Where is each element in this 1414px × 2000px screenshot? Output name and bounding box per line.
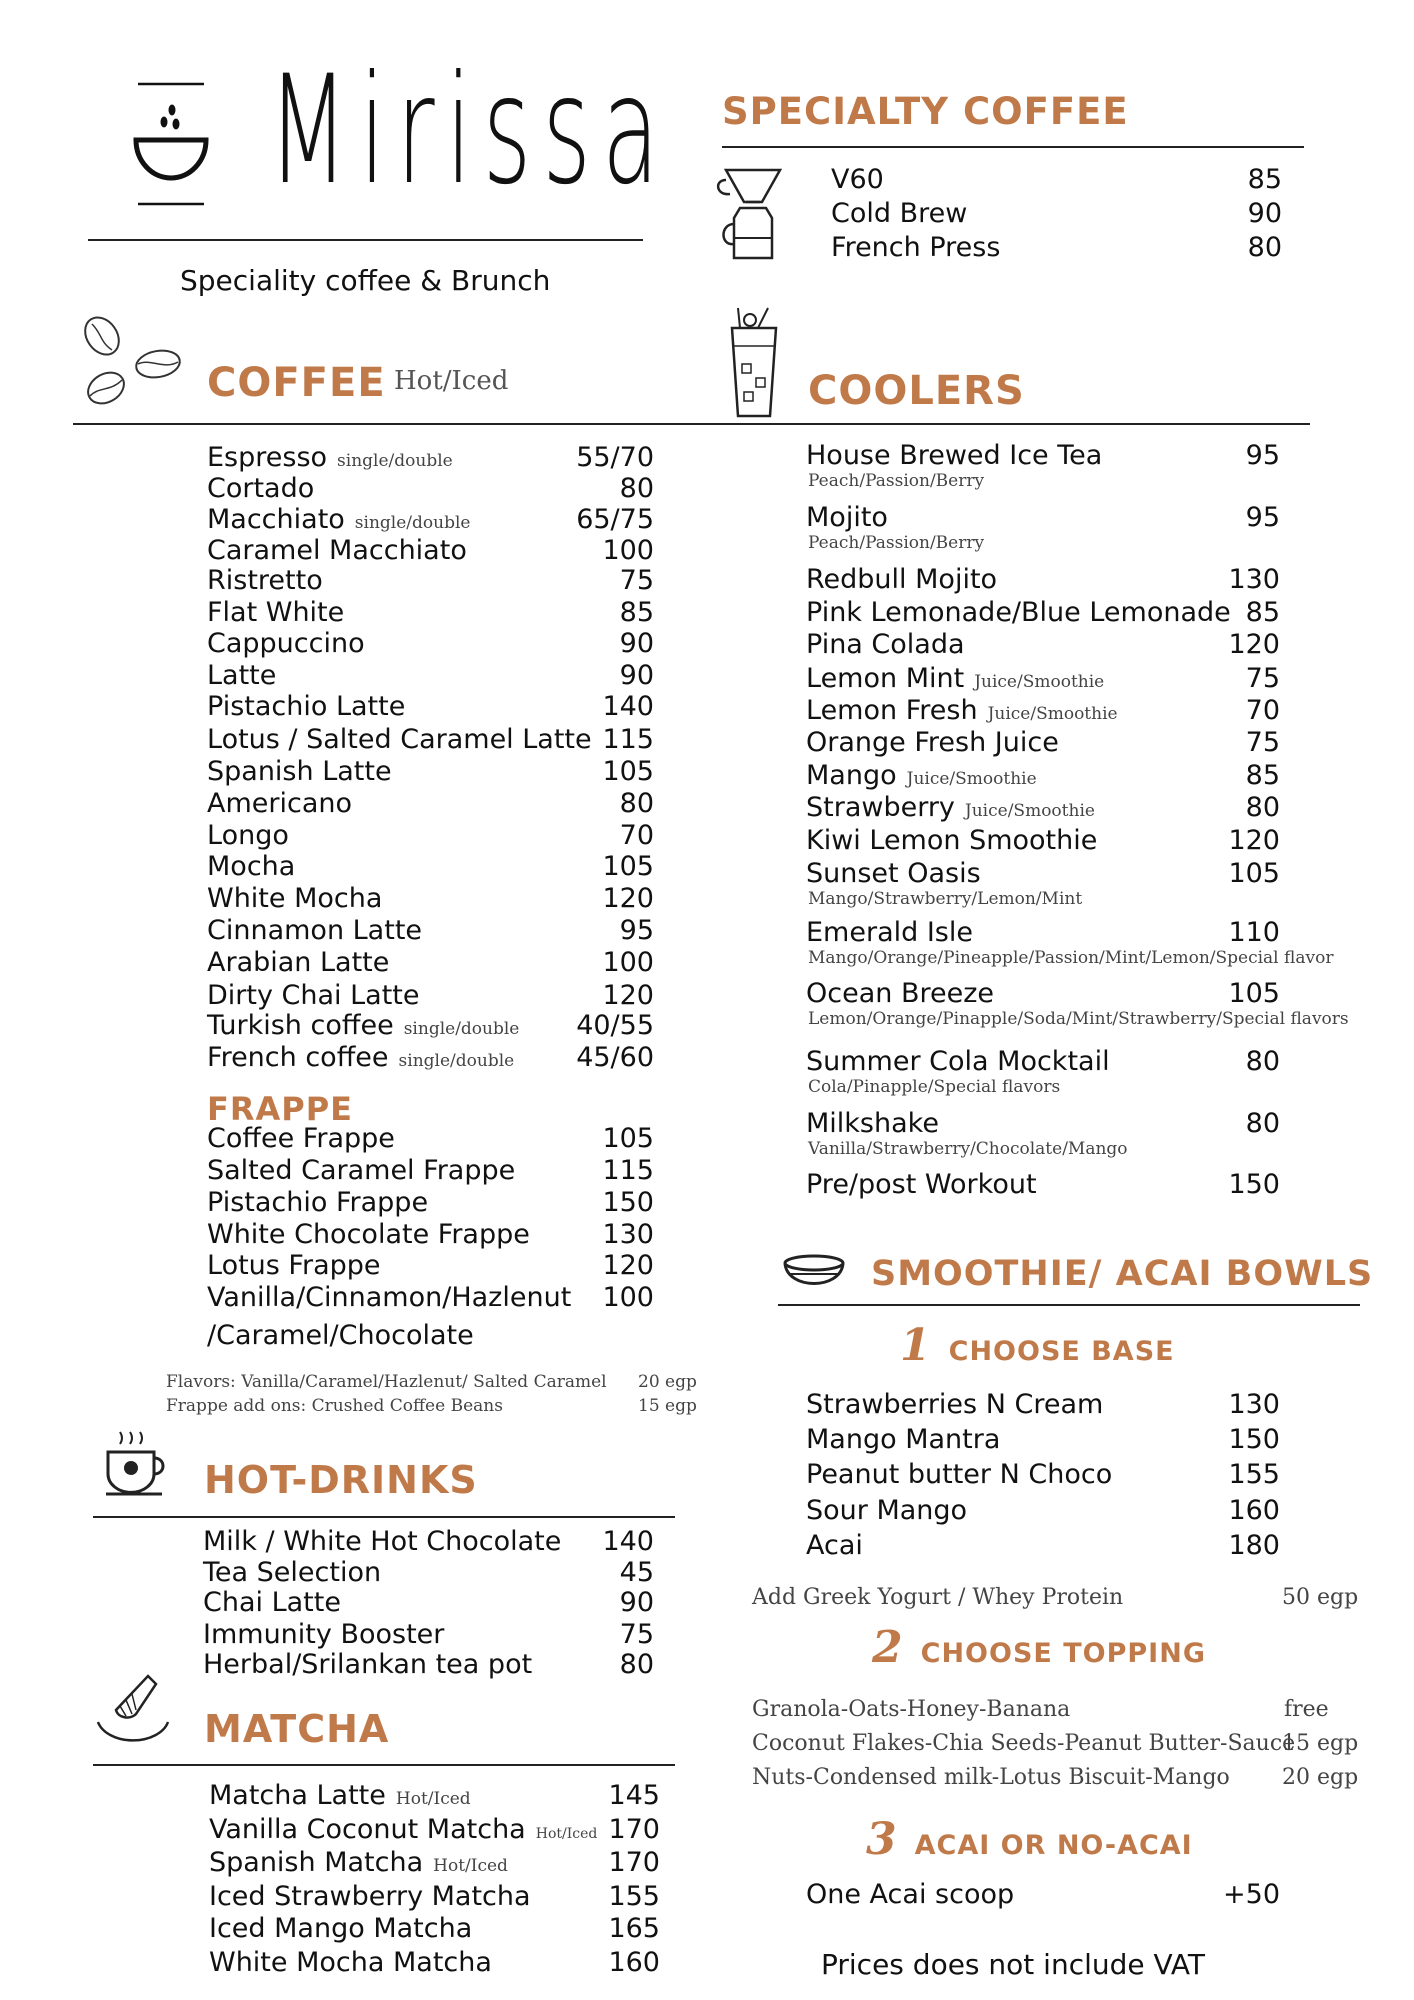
- menu-item-note: Juice/Smoothie: [987, 704, 1118, 724]
- menu-item-price: 75: [1245, 727, 1280, 758]
- menu-item-price: 95: [619, 915, 654, 946]
- menu-item-price: 90: [619, 1587, 654, 1618]
- menu-item-price: 80: [619, 1649, 654, 1680]
- main-divider: [73, 423, 1310, 425]
- menu-item-price: 120: [1228, 825, 1280, 856]
- menu-item: [207, 981, 420, 1011]
- menu-item-name: French coffee: [207, 1042, 389, 1073]
- addon-label: Flavors: Vanilla/Caramel/Hazlenut/ Salted Caramel: [166, 1372, 607, 1392]
- menu-item-price: 170: [608, 1847, 660, 1878]
- vat-footer: Prices does not include VAT: [821, 1948, 1205, 1981]
- menu-item-price: 85: [1245, 597, 1280, 628]
- menu-item: [203, 1620, 444, 1650]
- menu-item: [207, 821, 289, 851]
- menu-item-price: 45: [619, 1557, 654, 1588]
- menu-item-note: Juice/Smoothie: [974, 672, 1105, 692]
- menu-item-price: 150: [1228, 1169, 1280, 1200]
- menu-item: [207, 852, 295, 882]
- menu-item-price: 40/55: [576, 1010, 654, 1041]
- menu-item-name: Cortado: [207, 473, 315, 504]
- menu-item-name: Orange Fresh Juice: [806, 727, 1059, 758]
- menu-item: [207, 1220, 530, 1250]
- step-label: CHOOSE BASE: [948, 1336, 1175, 1367]
- menu-item-price: 155: [608, 1881, 660, 1912]
- menu-item-name: Kiwi Lemon Smoothie: [806, 825, 1098, 856]
- menu-item-price: 100: [602, 947, 654, 978]
- menu-item-name: Milk / White Hot Chocolate: [203, 1526, 562, 1557]
- menu-item: [806, 1496, 967, 1526]
- menu-item-price: 75: [619, 565, 654, 596]
- menu-item-price: 105: [602, 1123, 654, 1154]
- menu-item: [207, 629, 365, 659]
- menu-item: [209, 1882, 531, 1912]
- menu-item-price: 145: [608, 1780, 660, 1811]
- step-label: CHOOSE TOPPING: [920, 1638, 1206, 1669]
- frappe-last-line: /Caramel/Chocolate: [207, 1320, 474, 1351]
- specialty-title: SPECIALTY COFFEE: [722, 90, 1129, 133]
- menu-item: [207, 692, 405, 722]
- menu-item: [207, 1188, 428, 1218]
- menu-item-price: 105: [1228, 978, 1280, 1009]
- menu-item-note: Hot/Iced: [535, 1826, 598, 1842]
- menu-item-name: Matcha Latte: [209, 1780, 386, 1811]
- menu-item-name: Strawberry: [806, 792, 955, 823]
- menu-item: [806, 918, 973, 948]
- menu-item: [207, 566, 323, 596]
- menu-item-name: Dirty Chai Latte: [207, 980, 420, 1011]
- menu-item: [806, 979, 994, 1009]
- brand-tagline: Speciality coffee & Brunch: [180, 264, 551, 297]
- menu-item: [806, 630, 965, 660]
- menu-item-name: House Brewed Ice Tea: [806, 440, 1103, 471]
- menu-item-name: White Chocolate Frappe: [207, 1219, 530, 1250]
- hot-drinks-title: HOT-DRINKS: [204, 1458, 478, 1502]
- menu-item: [806, 826, 1097, 856]
- hot-cup-icon: [104, 1428, 170, 1498]
- menu-item: [207, 598, 344, 628]
- menu-item-name: Lemon Mint: [806, 663, 965, 694]
- menu-item-price: 160: [1228, 1495, 1280, 1526]
- menu-item: [203, 1588, 341, 1618]
- menu-item-note: Hot/Iced: [433, 1856, 508, 1876]
- menu-item-price: 150: [1228, 1424, 1280, 1455]
- menu-item-price: 95: [1245, 502, 1280, 533]
- step-2-heading: [872, 1622, 1206, 1673]
- menu-item-name: Redbull Mojito: [806, 564, 998, 595]
- menu-item: [209, 1948, 492, 1978]
- menu-item-price: 180: [1228, 1530, 1280, 1561]
- step-3-heading: [866, 1814, 1193, 1865]
- menu-item-price: 115: [602, 1155, 654, 1186]
- menu-item: [806, 1109, 939, 1139]
- menu-item: [207, 536, 467, 566]
- menu-item-price: 90: [619, 628, 654, 659]
- menu-item: [806, 441, 1102, 471]
- menu-item-price: 165: [608, 1913, 660, 1944]
- menu-item-note: single/double: [337, 451, 453, 471]
- brand-name: Mirissa: [268, 44, 671, 218]
- menu-item: [806, 598, 1231, 628]
- step-1-heading: [900, 1320, 1175, 1371]
- coffee-title: COFFEE: [207, 360, 386, 406]
- menu-item-name: White Mocha Matcha: [209, 1947, 492, 1978]
- menu-item: [207, 916, 422, 946]
- topping-label: Nuts-Condensed milk-Lotus Biscuit-Mango: [752, 1765, 1230, 1790]
- menu-item-price: 120: [602, 980, 654, 1011]
- menu-item-price: 100: [602, 1282, 654, 1313]
- specialty-divider: [722, 146, 1304, 148]
- step-number: 3: [866, 1814, 897, 1865]
- menu-item-name: Pistachio Frappe: [207, 1187, 429, 1218]
- menu-item-description: Mango/Strawberry/Lemon/Mint: [808, 889, 1083, 909]
- acai-price: +50: [1223, 1879, 1280, 1910]
- menu-item-name: Longo: [207, 820, 289, 851]
- menu-item-name: Tea Selection: [203, 1557, 382, 1588]
- menu-item-name: Cinnamon Latte: [207, 915, 423, 946]
- menu-item-name: Acai: [806, 1530, 863, 1561]
- menu-item-name: Lotus / Salted Caramel Latte: [207, 724, 592, 755]
- menu-item: [207, 1251, 381, 1281]
- frappe-title: FRAPPE: [207, 1090, 354, 1128]
- menu-item-name: Pina Colada: [806, 629, 965, 660]
- menu-item: [806, 1390, 1103, 1420]
- menu-item-price: 70: [1245, 695, 1280, 726]
- menu-item: [806, 728, 1059, 758]
- menu-item-name: V60: [831, 164, 884, 195]
- header-divider: [88, 239, 643, 241]
- menu-item-name: Chai Latte: [203, 1587, 341, 1618]
- menu-item-name: Peanut butter N Choco: [806, 1459, 1113, 1490]
- menu-item-price: 120: [602, 1250, 654, 1281]
- menu-item-name: Iced Strawberry Matcha: [209, 1881, 531, 1912]
- menu-item: [806, 1047, 1110, 1077]
- menu-item-name: Ristretto: [207, 565, 323, 596]
- menu-item: [806, 793, 1095, 826]
- menu-item-price: 170: [608, 1814, 660, 1845]
- topping-price: 15 egp: [1282, 1731, 1359, 1756]
- menu-item-name: Strawberries N Cream: [806, 1389, 1104, 1420]
- menu-item: [203, 1650, 532, 1680]
- topping-label: Coconut Flakes-Chia Seeds-Peanut Butter-Sauce: [752, 1731, 1296, 1756]
- matcha-whisk-icon: [96, 1670, 172, 1750]
- menu-item-price: 130: [1228, 564, 1280, 595]
- menu-item: [806, 696, 1118, 729]
- menu-item-name: Pistachio Latte: [207, 691, 406, 722]
- menu-item-description: Cola/Pinapple/Special flavors: [808, 1077, 1061, 1097]
- extra-label: Add Greek Yogurt / Whey Protein: [752, 1585, 1124, 1610]
- menu-item: [209, 1815, 597, 1849]
- pour-over-icon: [718, 166, 788, 266]
- menu-item-name: Vanilla Coconut Matcha: [209, 1814, 526, 1845]
- menu-item-description: Vanilla/Strawberry/Chocolate/Mango: [808, 1139, 1128, 1159]
- menu-item-price: 90: [619, 660, 654, 691]
- menu-item-price: 115: [602, 724, 654, 755]
- menu-item-name: Immunity Booster: [203, 1619, 445, 1650]
- menu-item-note: single/double: [403, 1019, 520, 1039]
- menu-item-price: 80: [1247, 232, 1282, 263]
- menu-item-name: Mango: [806, 760, 897, 791]
- bowls-title: SMOOTHIE/ ACAI BOWLS: [871, 1254, 1374, 1294]
- menu-item-price: 105: [1228, 858, 1280, 889]
- menu-item-name: Americano: [207, 788, 353, 819]
- menu-item-name: Latte: [207, 660, 277, 691]
- menu-item-description: Lemon/Orange/Pinapple/Soda/Mint/Strawberry/Special flavors: [808, 1009, 1349, 1029]
- menu-item: [209, 1781, 471, 1814]
- menu-item-price: 155: [1228, 1459, 1280, 1490]
- bowl-icon: [782, 1254, 846, 1298]
- menu-item: [207, 1043, 514, 1076]
- menu-item: [806, 565, 997, 595]
- menu-item-name: Spanish Latte: [207, 756, 392, 787]
- menu-item-note: single/double: [354, 513, 471, 533]
- menu-item-note: single/double: [398, 1051, 515, 1071]
- menu-item-description: Peach/Passion/Berry: [808, 471, 985, 491]
- menu-item: [806, 1170, 1037, 1200]
- menu-item-name: Summer Cola Mocktail: [806, 1046, 1110, 1077]
- menu-item-name: Herbal/Srilankan tea pot: [203, 1649, 533, 1680]
- acai-label: One Acai scoop: [806, 1879, 1015, 1910]
- menu-item-name: French Press: [831, 232, 1001, 263]
- menu-item-note: Juice/Smoothie: [906, 769, 1037, 789]
- menu-item: [207, 1283, 571, 1313]
- menu-item-name: Espresso: [207, 442, 328, 473]
- menu-item: [806, 761, 1037, 794]
- menu-item-name: Mango Mantra: [806, 1424, 1001, 1455]
- menu-item-name: Sunset Oasis: [806, 858, 981, 889]
- coolers-title: COOLERS: [808, 368, 1025, 414]
- menu-item-name: Cold Brew: [831, 198, 968, 229]
- menu-item-description: Peach/Passion/Berry: [808, 533, 985, 553]
- menu-item-price: 130: [1228, 1389, 1280, 1420]
- hot-drinks-divider: [93, 1516, 675, 1518]
- menu-item: [207, 1156, 515, 1186]
- menu-item-price: 105: [602, 756, 654, 787]
- matcha-title: MATCHA: [204, 1707, 390, 1751]
- menu-item: [207, 1124, 395, 1154]
- menu-item-price: 95: [1245, 440, 1280, 471]
- menu-item-name: Coffee Frappe: [207, 1123, 395, 1154]
- menu-item-name: Caramel Macchiato: [207, 535, 467, 566]
- menu-item-name: Spanish Matcha: [209, 1847, 424, 1878]
- menu-item-name: Iced Mango Matcha: [209, 1913, 473, 1944]
- menu-item-name: Salted Caramel Frappe: [207, 1155, 516, 1186]
- topping-price: free: [1284, 1697, 1329, 1722]
- menu-item-price: 65/75: [576, 504, 654, 535]
- menu-item-price: 80: [1245, 1046, 1280, 1077]
- menu-item-price: 80: [619, 473, 654, 504]
- step-number: 2: [872, 1622, 903, 1673]
- menu-item: [207, 661, 276, 691]
- menu-item-price: 70: [619, 820, 654, 851]
- menu-item: [207, 884, 382, 914]
- menu-item-name: Lotus Frappe: [207, 1250, 381, 1281]
- menu-item-price: 130: [602, 1219, 654, 1250]
- menu-item-name: White Mocha: [207, 883, 383, 914]
- menu-item-price: 80: [1245, 1108, 1280, 1139]
- menu-item-price: 80: [619, 788, 654, 819]
- menu-item-name: Sour Mango: [806, 1495, 968, 1526]
- cold-drink-glass-icon: [724, 306, 784, 418]
- menu-item: [806, 1460, 1112, 1490]
- menu-item: [207, 757, 392, 787]
- menu-item-price: 160: [608, 1947, 660, 1978]
- menu-item-name: Flat White: [207, 597, 345, 628]
- topping-price: 20 egp: [1282, 1765, 1359, 1790]
- menu-item-name: Vanilla/Cinnamon/Hazlenut: [207, 1282, 572, 1313]
- menu-item: [209, 1848, 508, 1881]
- menu-item: [207, 474, 314, 504]
- menu-item: [207, 1011, 519, 1044]
- step-number: 1: [900, 1320, 931, 1371]
- menu-item-name: Macchiato: [207, 504, 345, 535]
- menu-item-price: 120: [602, 883, 654, 914]
- menu-item: [209, 1914, 472, 1944]
- extra-price: 50 egp: [1282, 1585, 1359, 1610]
- menu-item-name: Pre/post Workout: [806, 1169, 1037, 1200]
- menu-item-name: Ocean Breeze: [806, 978, 994, 1009]
- menu-item-description: Mango/Orange/Pineapple/Passion/Mint/Lemon/Special flavor: [808, 948, 1334, 968]
- matcha-divider: [93, 1764, 675, 1766]
- addon-label: Frappe add ons: Crushed Coffee Beans: [166, 1396, 503, 1416]
- menu-item: [203, 1558, 381, 1588]
- menu-item-price: 150: [602, 1187, 654, 1218]
- menu-item: [806, 1531, 863, 1561]
- menu-item-price: 110: [1228, 917, 1280, 948]
- coffee-bowl-logo-icon: [130, 82, 210, 207]
- menu-item-price: 85: [619, 597, 654, 628]
- menu-item-price: 80: [1245, 792, 1280, 823]
- coffee-beans-icon: [80, 312, 180, 412]
- menu-item-price: 90: [1247, 198, 1282, 229]
- menu-item: [207, 725, 592, 755]
- menu-item: [806, 664, 1104, 697]
- menu-item-price: 120: [1228, 629, 1280, 660]
- menu-item-note: Juice/Smoothie: [964, 801, 1095, 821]
- menu-item-price: 75: [619, 1619, 654, 1650]
- menu-item-name: Turkish coffee: [207, 1010, 394, 1041]
- menu-item-price: 85: [1245, 760, 1280, 791]
- menu-item-name: Cappuccino: [207, 628, 365, 659]
- menu-item-name: Arabian Latte: [207, 947, 390, 978]
- menu-item-name: Pink Lemonade/Blue Lemonade: [806, 597, 1231, 628]
- topping-label: Granola-Oats-Honey-Banana: [752, 1697, 1071, 1722]
- menu-item-price: 85: [1247, 164, 1282, 195]
- menu-item-name: Emerald Isle: [806, 917, 973, 948]
- menu-item: [207, 948, 389, 978]
- addon-price: 20 egp: [638, 1372, 697, 1392]
- menu-item-price: 105: [602, 851, 654, 882]
- menu-item-price: 45/60: [576, 1042, 654, 1073]
- coffee-subtitle: Hot/Iced: [394, 366, 509, 396]
- menu-item-name: Mocha: [207, 851, 296, 882]
- step-label: ACAI OR NO-ACAI: [914, 1830, 1193, 1861]
- menu-item-name: Mojito: [806, 502, 888, 533]
- menu-item-price: 100: [602, 535, 654, 566]
- menu-item-price: 55/70: [576, 442, 654, 473]
- menu-item: [207, 505, 470, 538]
- menu-item-price: 140: [602, 1526, 654, 1557]
- menu-item: [207, 443, 453, 476]
- menu-item-price: 75: [1245, 663, 1280, 694]
- menu-item-note: Hot/Iced: [395, 1789, 471, 1809]
- menu-item-name: Lemon Fresh: [806, 695, 978, 726]
- menu-item: [806, 859, 981, 889]
- addon-price: 15 egp: [638, 1396, 697, 1416]
- menu-item: [207, 789, 352, 819]
- bowls-divider: [778, 1304, 1360, 1306]
- menu-item: [806, 1425, 1000, 1455]
- menu-item-price: 140: [602, 691, 654, 722]
- menu-item: [806, 503, 888, 533]
- menu-item: [203, 1527, 561, 1557]
- menu-item-name: Milkshake: [806, 1108, 939, 1139]
